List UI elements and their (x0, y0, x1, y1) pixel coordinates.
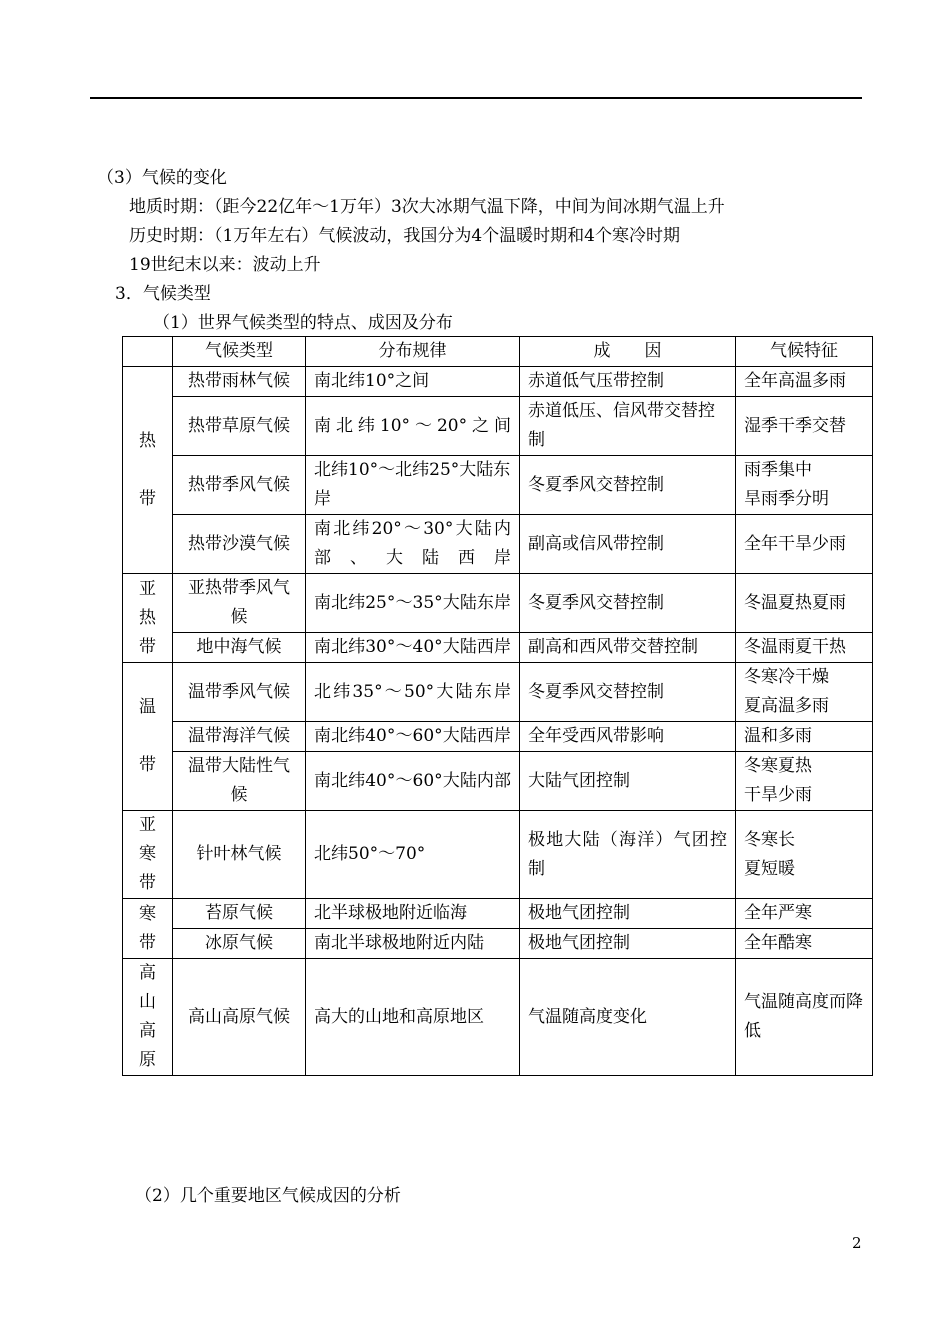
header-cell-cause: 成 因 (520, 337, 736, 367)
distribution-cell: 北纬35°～50°大陆东岸 (306, 663, 520, 722)
cause-cell: 气温随高度变化 (520, 959, 736, 1076)
climate-types-heading: 3．气候类型 (115, 284, 211, 304)
cause-cell: 极地气团控制 (520, 899, 736, 929)
table-row (123, 367, 873, 397)
climate-type-cell: 高山高原气候 (173, 959, 306, 1076)
historic-period-line: 历史时期：（1万年左右）气候波动，我国分为4个温暖时期和4个寒冷时期 (129, 226, 680, 246)
table-row (123, 456, 873, 515)
cause-cell: 冬夏季风交替控制 (520, 456, 736, 515)
features-cell: 全年严寒 (736, 899, 873, 929)
climate-type-cell: 热带季风气候 (173, 456, 306, 515)
table-row (123, 574, 873, 633)
climate-type-cell: 热带雨林气候 (173, 367, 306, 397)
features-cell: 气温随高度而降低 (736, 959, 873, 1076)
header-rule (90, 97, 862, 99)
climate-type-cell: 冰原气候 (173, 929, 306, 959)
distribution-cell: 南北纬10°～20°之间 (306, 397, 520, 456)
features-cell: 冬寒夏热 干旱少雨 (736, 752, 873, 811)
modern-period-line: 19世纪末以来：波动上升 (129, 255, 321, 275)
climate-types-table (122, 336, 873, 1076)
header-cell-features: 气候特征 (736, 337, 873, 367)
distribution-cell: 南北半球极地附近内陆 (306, 929, 520, 959)
distribution-cell: 南北纬10°之间 (306, 367, 520, 397)
climate-type-cell: 温带海洋气候 (173, 722, 306, 752)
table-row (123, 752, 873, 811)
table-row (123, 633, 873, 663)
cause-cell: 副高和西风带交替控制 (520, 633, 736, 663)
section-heading: （3）气候的变化 (97, 168, 227, 188)
table-row (123, 722, 873, 752)
header-cell-distribution: 分布规律 (306, 337, 520, 367)
features-cell: 冬寒冷干燥 夏高温多雨 (736, 663, 873, 722)
distribution-cell: 南北纬25°～35°大陆东岸 (306, 574, 520, 633)
table-row (123, 899, 873, 929)
distribution-cell: 北纬50°～70° (306, 811, 520, 899)
geologic-period-line: 地质时期：（距今22亿年～1万年）3次大冰期气温下降，中间为间冰期气温上升 (129, 197, 725, 217)
cause-cell: 冬夏季风交替控制 (520, 663, 736, 722)
table-row (123, 663, 873, 722)
distribution-cell: 南北纬20°～30°大陆内部、大陆西岸 (306, 515, 520, 574)
table-row (123, 397, 873, 456)
table-row (123, 515, 873, 574)
features-cell: 冬温雨夏干热 (736, 633, 873, 663)
climate-type-cell: 亚热带季风气候 (173, 574, 306, 633)
page-number: 2 (852, 1234, 862, 1252)
header-cell-type: 气候类型 (173, 337, 306, 367)
table-row (123, 929, 873, 959)
features-cell: 温和多雨 (736, 722, 873, 752)
features-cell: 全年酷寒 (736, 929, 873, 959)
climate-type-cell: 苔原气候 (173, 899, 306, 929)
features-cell: 全年高温多雨 (736, 367, 873, 397)
distribution-cell: 南北纬30°～40°大陆西岸 (306, 633, 520, 663)
cause-cell: 赤道低压、信风带交替控制 (520, 397, 736, 456)
distribution-cell: 北半球极地附近临海 (306, 899, 520, 929)
table-header-row (123, 337, 873, 367)
cause-cell: 冬夏季风交替控制 (520, 574, 736, 633)
table-row (123, 811, 873, 899)
cause-cell: 全年受西风带影响 (520, 722, 736, 752)
zone-cell-highland: 高 山 高 原 (123, 959, 173, 1076)
zone-cell-subarctic: 亚 寒 带 (123, 811, 173, 899)
climate-type-cell: 热带沙漠气候 (173, 515, 306, 574)
header-cell-zone (123, 337, 173, 367)
features-cell: 湿季干季交替 (736, 397, 873, 456)
cause-cell: 副高或信风带控制 (520, 515, 736, 574)
distribution-cell: 南北纬40°～60°大陆内部 (306, 752, 520, 811)
climate-type-cell: 热带草原气候 (173, 397, 306, 456)
climate-type-cell: 温带大陆性气候 (173, 752, 306, 811)
table-caption: （1）世界气候类型的特点、成因及分布 (153, 313, 453, 333)
features-cell: 雨季集中 旱雨季分明 (736, 456, 873, 515)
distribution-cell: 南北纬40°～60°大陆西岸 (306, 722, 520, 752)
climate-type-cell: 针叶林气候 (173, 811, 306, 899)
climate-type-cell: 温带季风气候 (173, 663, 306, 722)
distribution-cell: 北纬10°～北纬25°大陆东岸 (306, 456, 520, 515)
distribution-cell: 高大的山地和高原地区 (306, 959, 520, 1076)
subsection-heading: （2）几个重要地区气候成因的分析 (135, 1186, 401, 1206)
cause-cell: 极地气团控制 (520, 929, 736, 959)
cause-cell: 赤道低气压带控制 (520, 367, 736, 397)
features-cell: 全年干旱少雨 (736, 515, 873, 574)
zone-cell-temperate: 温 带 (123, 663, 173, 811)
table-row (123, 959, 873, 1076)
zone-cell-tropical: 热 带 (123, 367, 173, 574)
features-cell: 冬寒长 夏短暖 (736, 811, 873, 899)
features-cell: 冬温夏热夏雨 (736, 574, 873, 633)
cause-cell: 极地大陆（海洋）气团控制 (520, 811, 736, 899)
zone-cell-subtropical: 亚 热 带 (123, 574, 173, 663)
climate-type-cell: 地中海气候 (173, 633, 306, 663)
cause-cell: 大陆气团控制 (520, 752, 736, 811)
zone-cell-frigid: 寒 带 (123, 899, 173, 959)
